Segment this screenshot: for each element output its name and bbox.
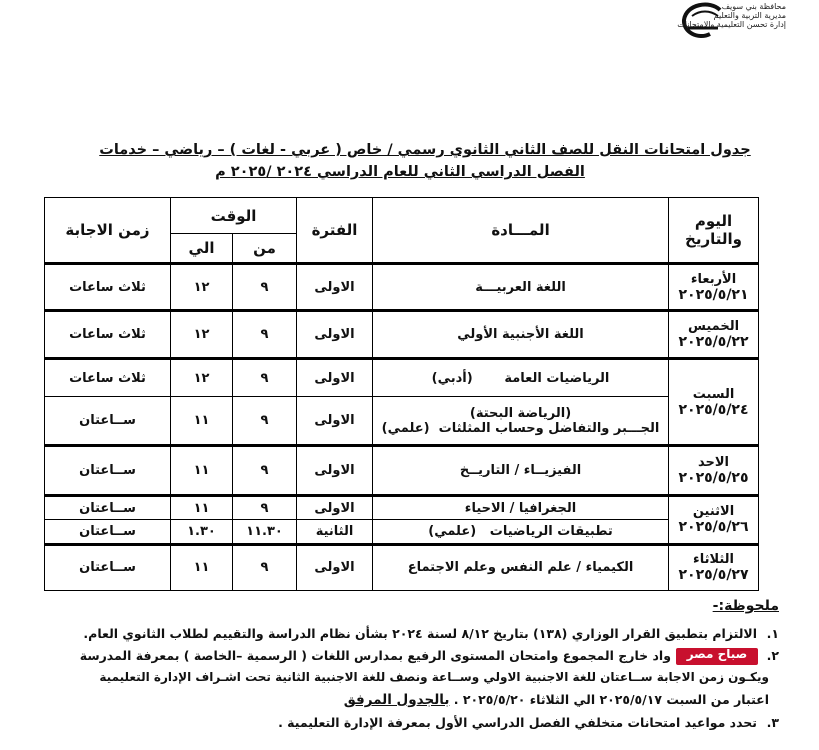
note-2-text-a: واد خارج المجموع وامتحان المستوى الرفيع بمدارس اللغات ( الرسمية –الخاصة ) بمعرفة المدرسة: [79, 648, 671, 663]
logo-line-3: إدارة تحسن التعليمية والامتحانات: [677, 20, 786, 29]
subject-cell: الرياضيات العامة (أدبي): [373, 359, 669, 397]
watermark-badge: [676, 646, 758, 668]
from-cell: ٩: [233, 496, 297, 520]
table-row: [45, 496, 759, 520]
header-subject: المـــادة: [373, 198, 669, 264]
day-date: ٢٠٢٥/٥/٢٦: [678, 519, 749, 536]
duration-cell: ثلاث ساعات: [45, 264, 171, 310]
schedule-title: جدول امتحانات النقل للصف الثاني الثانوي رسمي / خاص ( عربي - لغات ) – رياضي – خدمات: [99, 142, 751, 158]
duration-cell: ثلاث ساعات: [45, 310, 171, 358]
header-time: الوقت: [171, 198, 297, 234]
period-cell: الاولى: [297, 359, 373, 397]
from-cell: ١١.٣٠: [233, 520, 297, 544]
note-2-number: ٢.: [766, 648, 779, 663]
day-date: ٢٠٢٥/٥/٢٤: [678, 401, 749, 418]
from-cell: ٩: [233, 359, 297, 397]
logo-line-1: محافظة بني سويف: [721, 2, 786, 11]
note-2-attachment: بالجدول المرفق: [343, 692, 450, 708]
day-cell: [669, 496, 759, 544]
notes-heading: ملحوظة:-: [712, 598, 779, 614]
note-1: [83, 626, 779, 641]
table-row: [45, 520, 759, 544]
to-cell: ١١: [171, 397, 233, 445]
day-cell: [669, 264, 759, 310]
table-row: [45, 445, 759, 495]
duration-cell: ثلاث ساعات: [45, 359, 171, 397]
from-cell: ٩: [233, 544, 297, 590]
subject-cell: اللغة الأجنبية الأولي: [373, 310, 669, 358]
table-row: [45, 310, 759, 358]
table-row: [45, 397, 759, 445]
note-2-line-3: [344, 692, 769, 708]
period-cell: الاولى: [297, 397, 373, 445]
watermark-text: صباح مصر: [686, 647, 748, 661]
to-cell: ١٢: [171, 264, 233, 310]
table-row: [45, 359, 759, 397]
day-name: الاثنين: [692, 504, 735, 520]
to-cell: ١.٣٠: [171, 520, 233, 544]
day-name: الأربعاء: [690, 271, 737, 287]
period-cell: الثانية: [297, 520, 373, 544]
to-cell: ١١: [171, 496, 233, 520]
header-duration: زمن الاجابة: [45, 198, 171, 264]
logo-line-2: مديرية التربية والتعليم: [713, 11, 786, 20]
note-1-text: الالتزام بتطبيق القرار الوزاري (١٣٨) بتاريخ ٨/١٢ لسنة ٢٠٢٤ بشأن نظام الدراسة والتقييم لطلاب الثانوي العام.: [83, 626, 757, 641]
day-name: الاحد: [698, 455, 730, 471]
day-cell: [669, 544, 759, 590]
period-cell: الاولى: [297, 496, 373, 520]
schedule-table-wrap: [44, 197, 758, 591]
period-cell: الاولى: [297, 445, 373, 495]
duration-cell: ســاعتان: [45, 496, 171, 520]
period-cell: الاولى: [297, 310, 373, 358]
subject-cell: اللغة العربيـــة: [373, 264, 669, 310]
day-date: ٢٠٢٥/٥/٢٢: [678, 334, 749, 350]
duration-cell: ســاعتان: [45, 397, 171, 445]
table-row: [45, 264, 759, 310]
day-cell: [669, 310, 759, 358]
schedule-table: [44, 197, 759, 591]
duration-cell: ســاعتان: [45, 520, 171, 544]
subject-cell: الكيمياء / علم النفس وعلم الاجتماع: [373, 544, 669, 590]
from-cell: ٩: [233, 264, 297, 310]
period-cell: الاولى: [297, 544, 373, 590]
note-2-text-c: اعتبار من السبت ٢٠٢٥/٥/١٧ الي الثلاثاء ٢٠٢٥/٥/٢٠ .: [453, 692, 769, 707]
schedule-subtitle: الفصل الدراسي الثاني للعام الدراسي ٢٠٢٤ /٢٠٢٥ م: [215, 164, 585, 180]
to-cell: ١٢: [171, 310, 233, 358]
note-2-line-2: ويكـون زمن الاجابة ســاعتان للغة الاجنبية الاولي وســاعة ونصف للغة الاجنبية الثانية تحت اشـراف الإدارة التعليمية: [99, 670, 769, 684]
day-cell: [669, 445, 759, 495]
ministry-logo: [676, 0, 786, 48]
header-from: من: [233, 234, 297, 264]
note-1-number: ١.: [766, 626, 779, 641]
to-cell: ١١: [171, 544, 233, 590]
to-cell: ١١: [171, 445, 233, 495]
to-cell: ١٢: [171, 359, 233, 397]
day-name: السبت: [692, 386, 735, 402]
day-cell: [669, 359, 759, 446]
from-cell: ٩: [233, 445, 297, 495]
table-row: [45, 544, 759, 590]
header-to: الي: [171, 234, 233, 264]
period-cell: الاولى: [297, 264, 373, 310]
day-date: ٢٠٢٥/٥/٢١: [678, 286, 749, 303]
subject-line-2: الجـــبر والتفاضل وحساب المثلثات (علمي): [381, 420, 660, 436]
from-cell: ٩: [233, 310, 297, 358]
note-2: [80, 648, 779, 663]
day-date: ٢٠٢٥/٥/٢٥: [678, 470, 749, 487]
subject-line-1: (الرياضة البحتة): [469, 405, 572, 421]
duration-cell: ســاعتان: [45, 544, 171, 590]
day-name: الخميس: [687, 319, 740, 334]
note-3-text: تحدد مواعيد امتحانات متخلفي الفصل الدراسي الأول بمعرفة الإدارة التعليمية .: [278, 715, 757, 730]
note-3-number: ٣.: [766, 715, 779, 730]
duration-cell: ســاعتان: [45, 445, 171, 495]
note-3: [278, 715, 779, 730]
subject-cell: الفيزيــاء / التاريــخ: [373, 445, 669, 495]
header-period: الفترة: [297, 198, 373, 264]
subject-cell: تطبيقات الرياضيات (علمي): [373, 520, 669, 544]
subject-cell: الجغرافيا / الاحياء: [373, 496, 669, 520]
day-date: ٢٠٢٥/٥/٢٧: [678, 567, 749, 584]
header-day: اليوم والتاريخ: [669, 198, 759, 264]
day-name: الثلاثاء: [693, 552, 734, 568]
subject-cell: [373, 397, 669, 445]
from-cell: ٩: [233, 397, 297, 445]
